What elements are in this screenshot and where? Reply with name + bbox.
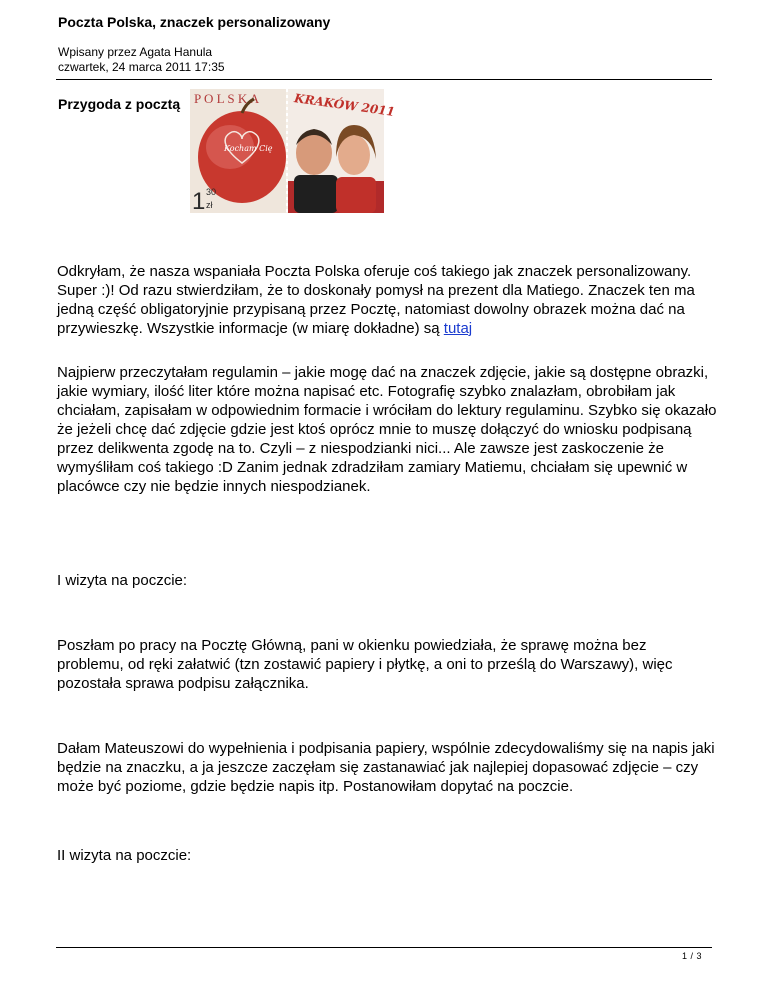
stamp-value-main: 1 [192, 188, 206, 215]
stamp-image [190, 89, 396, 215]
paragraph-forms: Dałam Mateuszowi do wypełnienia i podpisania papiery, wspólnie zdecydowaliśmy się na napis jaki będzie na znaczku, a ja jeszcze zaczęłam się zastanawiać jak najlepiej dopasować zdjęcie – czy może być poziome, gdzie będzie napis itp. Postanowiłam dopytać na poczcie. [57, 740, 715, 795]
page-number: 1 / 3 [681, 951, 702, 961]
date-line: czwartek, 24 marca 2011 17:35 [58, 60, 225, 74]
stamp-country-text: P O L S K A [194, 91, 260, 106]
document-title: Poczta Polska, znaczek personalizowany [58, 14, 331, 30]
footer-divider [56, 947, 712, 948]
section-heading-first-visit: I wizyta na poczcie: [57, 572, 188, 589]
section-heading-second-visit: II wizyta na poczcie: [57, 847, 192, 864]
author-line: Wpisany przez Agata Hanula [58, 45, 213, 59]
stamp-value-cents: 30 [206, 187, 217, 197]
article-title: Przygoda z pocztą [58, 96, 181, 112]
stamp-value-unit: zł [206, 200, 213, 210]
paragraph-first-visit: Poszłam po pracy na Pocztę Główną, pani w okienku powiedziała, że sprawę można bez problemu, od ręki załatwić (tzn zostawić papiery i płytkę, a oni to prześlą do Warszawy), więc pozostała sprawa podpisu załącznika. [57, 637, 673, 692]
header-divider [56, 79, 712, 80]
paragraph-intro [57, 262, 717, 338]
stamp-tab-text: KRAKÓW 2011 [293, 91, 396, 120]
paragraph-intro-text: Odkryłam, że nasza wspaniała Poczta Polska oferuje coś takiego jak znaczek personalizowany. Super :)! Od razu stwierdziłam, że to doskonały pomysł na prezent dla Matiego. Znaczek ten ma jedną część obligatoryjnie przypisaną przez Pocztę, natomiast dowolny obrazek można dać na przywieszkę. Wszystkie informacje (w miarę dokładne) są [57, 263, 695, 337]
paragraph-regulations: Najpierw przeczytałam regulamin – jakie mogę dać na znaczek zdjęcie, jakie są dostępne obrazki, jakie wymiary, ilość liter które można napisać etc. Fotografię szybko znalazłam, obrobiłam jak chciałam, zapisałam w odpowiednim formacie i wróciłam do lektury regulaminu. Szybko się okazało że jeżeli chcę dać zdjęcie gdzie jest ktoś oprócz mnie to muszę dołączyć do wniosku podpisaną przez delikwenta zgodę na to. Czyli – z niespodzianki nici... Ale zawsze jest zaskoczenie że wymyśliłam coś takiego :D Zanim jednak zdradziłam zamiary Matiemu, chciałam się upewnić w placówce czy nie będzie innych niespodzianek. [57, 364, 717, 495]
stamp-heart-text: Kocham Cię [224, 144, 273, 153]
tutaj-link[interactable]: tutaj [443, 320, 473, 337]
